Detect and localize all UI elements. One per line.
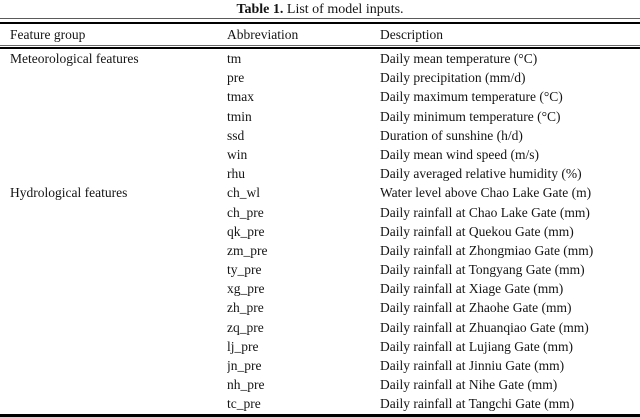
description-cell: Daily rainfall at Tangchi Gate (mm) [380,396,575,412]
feature-group-cell [10,222,227,241]
description-cell: Water level above Chao Lake Gate (m) [380,185,592,201]
description-cell: Duration of sunshine (h/d) [380,127,523,143]
abbreviation-cell: tm [227,51,242,66]
feature-group-cell: Hydrological features [10,185,128,201]
feature-group-cell [10,260,227,279]
table-row [0,260,640,279]
feature-group-cell [10,107,227,126]
feature-group-cell [10,356,227,375]
feature-group-cell [10,298,227,317]
table-bottom-rule [0,414,640,417]
table-caption-text: List of model inputs. [283,2,404,17]
abbreviation-cell: rhu [227,166,245,182]
description-cell: Daily rainfall at Jinniu Gate (mm) [380,358,565,373]
abbreviation-cell: nh_pre [227,377,265,393]
column-header-description: Description [380,27,443,42]
abbreviation-cell: ty_pre [227,262,262,278]
description-cell: Daily mean wind speed (m/s) [380,146,539,162]
abbreviation-cell: jn_pre [227,358,262,373]
feature-group-cell [10,394,227,413]
description-cell: Daily rainfall at Nihe Gate (mm) [380,377,558,393]
abbreviation-cell: ssd [227,127,245,143]
abbreviation-cell: ch_wl [227,185,260,201]
table-row [0,183,640,202]
abbreviation-cell: tmax [227,89,254,105]
table-row [0,107,640,126]
table-row [0,126,640,145]
abbreviation-cell: zq_pre [227,319,264,335]
feature-group-cell [10,337,227,356]
description-cell: Daily precipitation (mm/d) [380,70,526,86]
table-row [0,87,640,106]
description-cell: Daily rainfall at Tongyang Gate (mm) [380,262,585,278]
feature-group-cell [10,203,227,222]
table-row [0,394,640,413]
description-cell: Daily rainfall at Zhuanqiao Gate (mm) [380,319,589,335]
table-row [0,203,640,222]
table-row [0,318,640,337]
abbreviation-cell: zm_pre [227,242,268,258]
table-row [0,145,640,164]
abbreviation-cell: win [227,146,248,162]
table-caption-label: Table 1. [236,2,284,17]
feature-group-cell [10,279,227,298]
table-row [0,298,640,317]
table-row [0,222,640,241]
feature-group-cell [10,68,227,87]
description-cell: Daily rainfall at Lujiang Gate (mm) [380,338,574,354]
table-body [0,49,640,414]
feature-group-cell [10,126,227,145]
description-cell: Daily rainfall at Chao Lake Gate (mm) [380,204,590,220]
abbreviation-cell: xg_pre [227,281,265,297]
description-cell: Daily minimum temperature (°C) [380,108,561,124]
table-row [0,241,640,260]
column-header-feature-group: Feature group [10,27,86,42]
table-header-row [0,24,640,45]
abbreviation-cell: zh_pre [227,300,264,316]
table-row [0,164,640,183]
description-cell: Daily rainfall at Quekou Gate (mm) [380,223,574,239]
feature-group-cell [10,87,227,106]
description-cell: Daily rainfall at Xiage Gate (mm) [380,281,564,297]
abbreviation-cell: qk_pre [227,223,265,239]
description-cell: Daily rainfall at Zhaohe Gate (mm) [380,300,572,316]
abbreviation-cell: tmin [227,108,252,124]
description-cell: Daily mean temperature (°C) [380,51,538,66]
feature-group-cell [10,145,227,164]
description-cell: Daily rainfall at Zhongmiao Gate (mm) [380,242,594,258]
feature-group-cell [10,164,227,183]
feature-group-cell: Meteorological features [10,51,139,66]
table-row [0,375,640,394]
table-row [0,49,640,68]
description-cell: Daily averaged relative humidity (%) [380,166,582,182]
feature-group-cell [10,318,227,337]
table-caption [0,0,640,18]
feature-group-cell [10,241,227,260]
table-row [0,356,640,375]
table-row [0,279,640,298]
table-row [0,337,640,356]
abbreviation-cell: lj_pre [227,338,259,354]
abbreviation-cell: tc_pre [227,396,261,412]
abbreviation-cell: pre [227,70,245,86]
feature-group-cell [10,375,227,394]
column-header-abbreviation: Abbreviation [227,27,299,42]
table-row [0,68,640,87]
abbreviation-cell: ch_pre [227,204,264,220]
description-cell: Daily maximum temperature (°C) [380,89,563,105]
